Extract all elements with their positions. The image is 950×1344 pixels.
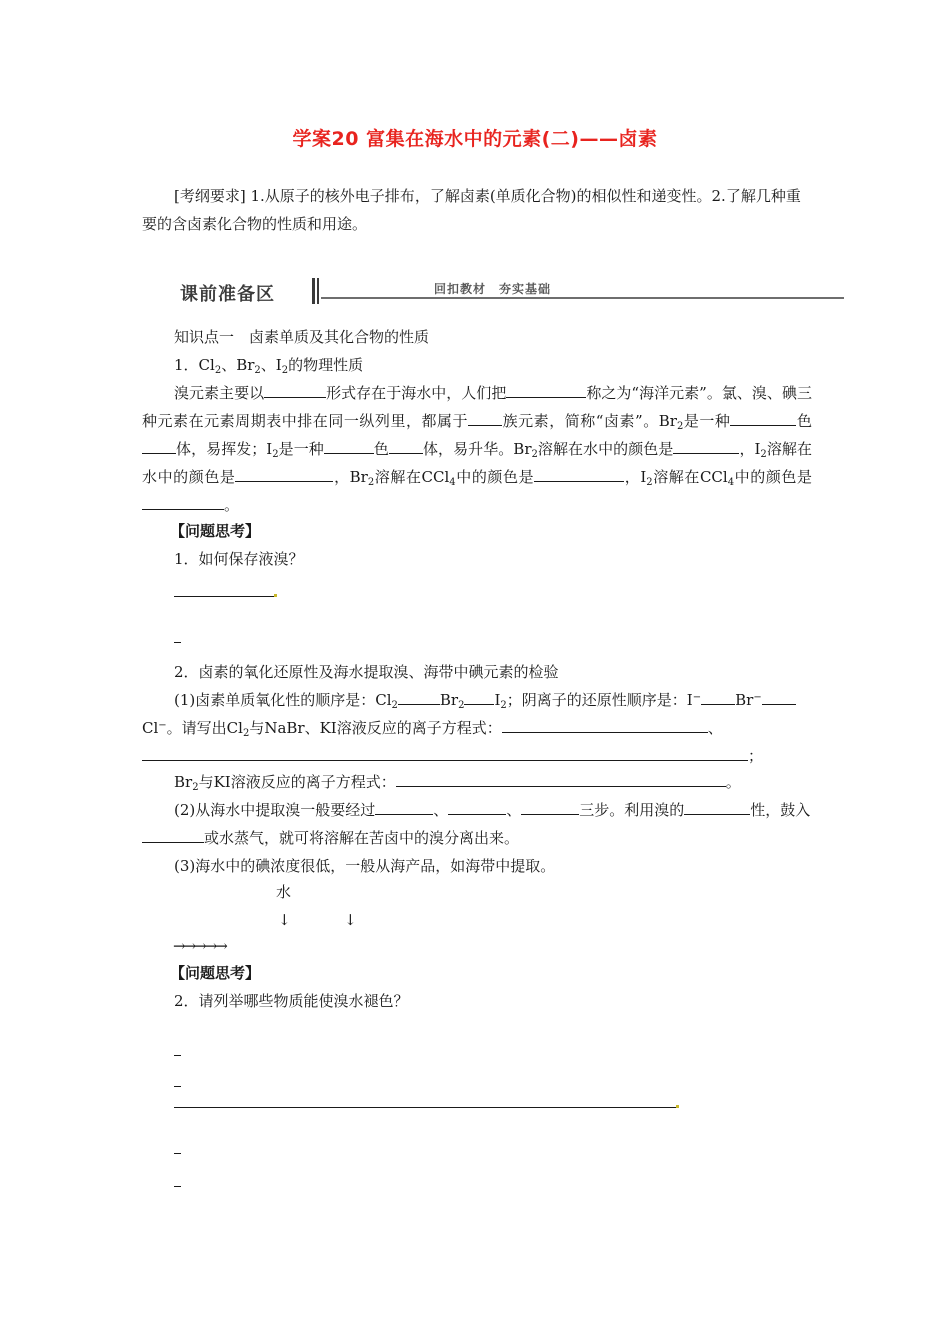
banner-rule bbox=[321, 297, 844, 299]
think2-question: 2．请列举哪些物质能使溴水褪色？ bbox=[174, 992, 409, 1010]
q2-heading: 2．卤素的氧化还原性及海水提取溴、海带中碘元素的检验 bbox=[174, 663, 559, 681]
answer-line[interactable] bbox=[174, 1107, 676, 1108]
answer-dash[interactable] bbox=[174, 1186, 181, 1187]
q2-section1: (1)卤素单质氧化性的顺序是：$Cl_2$ $Br_2$ $I_2$；阴离子的还原性顺序是：I− Br−Cl−。请写出$Cl_2$与NaBr、KI溶液反应的离子方程式： 、； bbox=[142, 686, 812, 770]
answer-dash[interactable] bbox=[174, 1086, 181, 1087]
blank[interactable] bbox=[730, 411, 796, 426]
blank[interactable] bbox=[448, 800, 506, 815]
blank[interactable] bbox=[142, 828, 204, 843]
requirements-text: 1.从原子的核外电子排布，了解卤素(单质化合物)的相似性和递变性。2.了解几种重要的含卤素化合物的性质和用途。 bbox=[142, 187, 801, 233]
think1-question: 1．如何保存液溴？ bbox=[174, 550, 304, 568]
q2-section3: (3)海水中的碘浓度很低，一般从海产品，如海带中提取。 bbox=[174, 857, 556, 875]
answer-line[interactable] bbox=[174, 596, 274, 597]
blank[interactable] bbox=[142, 495, 224, 510]
blank[interactable] bbox=[673, 439, 739, 454]
blank[interactable] bbox=[389, 439, 423, 454]
blank[interactable] bbox=[264, 383, 326, 398]
q1-heading: 1．$Cl_2$、$Br_2$、$I_2$的物理性质 bbox=[174, 356, 364, 376]
answer-dash[interactable] bbox=[174, 1153, 181, 1154]
blank[interactable] bbox=[468, 411, 502, 426]
blank[interactable] bbox=[396, 772, 726, 787]
flow-water-label: 水 bbox=[276, 883, 292, 901]
think2-label: 【问题思考】 bbox=[170, 964, 261, 982]
answer-dash[interactable] bbox=[174, 642, 181, 643]
dot-mark bbox=[676, 1105, 679, 1108]
q1-paragraph: 溴元素主要以 形式存在于海水中，人们把 称之为“海洋元素”。氯、溴、碘三种元素在元素周期表中排在同一纵列里，都属于 族元素，简称“卤素”。$Br_2$是一种 色体，易挥发；$I_2$是一种 色 体，易升华。$Br_2$溶解在水中的颜色是 ，$I_2$溶解在水中的颜色是 ，$Br_2$溶解在CCl$_4$中的颜色是 ，$I_2$溶解在CCl$_4$中的颜色是。 bbox=[142, 384, 812, 514]
blank[interactable] bbox=[142, 439, 176, 454]
blank[interactable] bbox=[464, 690, 494, 705]
blank[interactable] bbox=[235, 467, 333, 482]
down-arrow-icon: ↓ bbox=[344, 911, 357, 929]
blank[interactable] bbox=[398, 690, 440, 705]
blank[interactable] bbox=[375, 800, 433, 815]
think1-label: 【问题思考】 bbox=[170, 522, 261, 540]
blank[interactable] bbox=[701, 690, 735, 705]
requirements bbox=[142, 182, 812, 238]
banner-divider bbox=[312, 278, 315, 304]
banner-divider-thin bbox=[317, 278, 319, 304]
section-banner bbox=[176, 278, 844, 308]
kp1-heading: 知识点一 卤素单质及其化合物的性质 bbox=[174, 328, 430, 346]
banner-subtitle: 回扣教材 夯实基础 bbox=[434, 282, 552, 296]
blank[interactable] bbox=[521, 800, 579, 815]
page-title: 学案20 富集在海水中的元素(二)——卤素 bbox=[292, 128, 658, 150]
blank[interactable] bbox=[142, 746, 748, 761]
blank[interactable] bbox=[762, 690, 796, 705]
dot-mark bbox=[274, 594, 277, 597]
requirements-label: [考纲要求] bbox=[174, 187, 246, 205]
answer-dash[interactable] bbox=[174, 1055, 181, 1056]
down-arrow-icon: ↓ bbox=[278, 911, 291, 929]
blank[interactable] bbox=[684, 800, 750, 815]
blank[interactable] bbox=[534, 467, 624, 482]
blank[interactable] bbox=[502, 718, 708, 733]
q2-br2-line: $Br_2$与KI溶液反应的离子方程式： 。 bbox=[174, 773, 741, 793]
flow-arrows: →→→→→ bbox=[173, 937, 226, 955]
blank[interactable] bbox=[506, 383, 586, 398]
blank[interactable] bbox=[324, 439, 374, 454]
banner-title: 课前准备区 bbox=[180, 284, 275, 305]
q2-section2: (2)从海水中提取溴一般要经过 、 、 三步。利用溴的 性，鼓入或水蒸气，就可将溶解在苦卤中的溴分离出来。 bbox=[142, 796, 812, 852]
